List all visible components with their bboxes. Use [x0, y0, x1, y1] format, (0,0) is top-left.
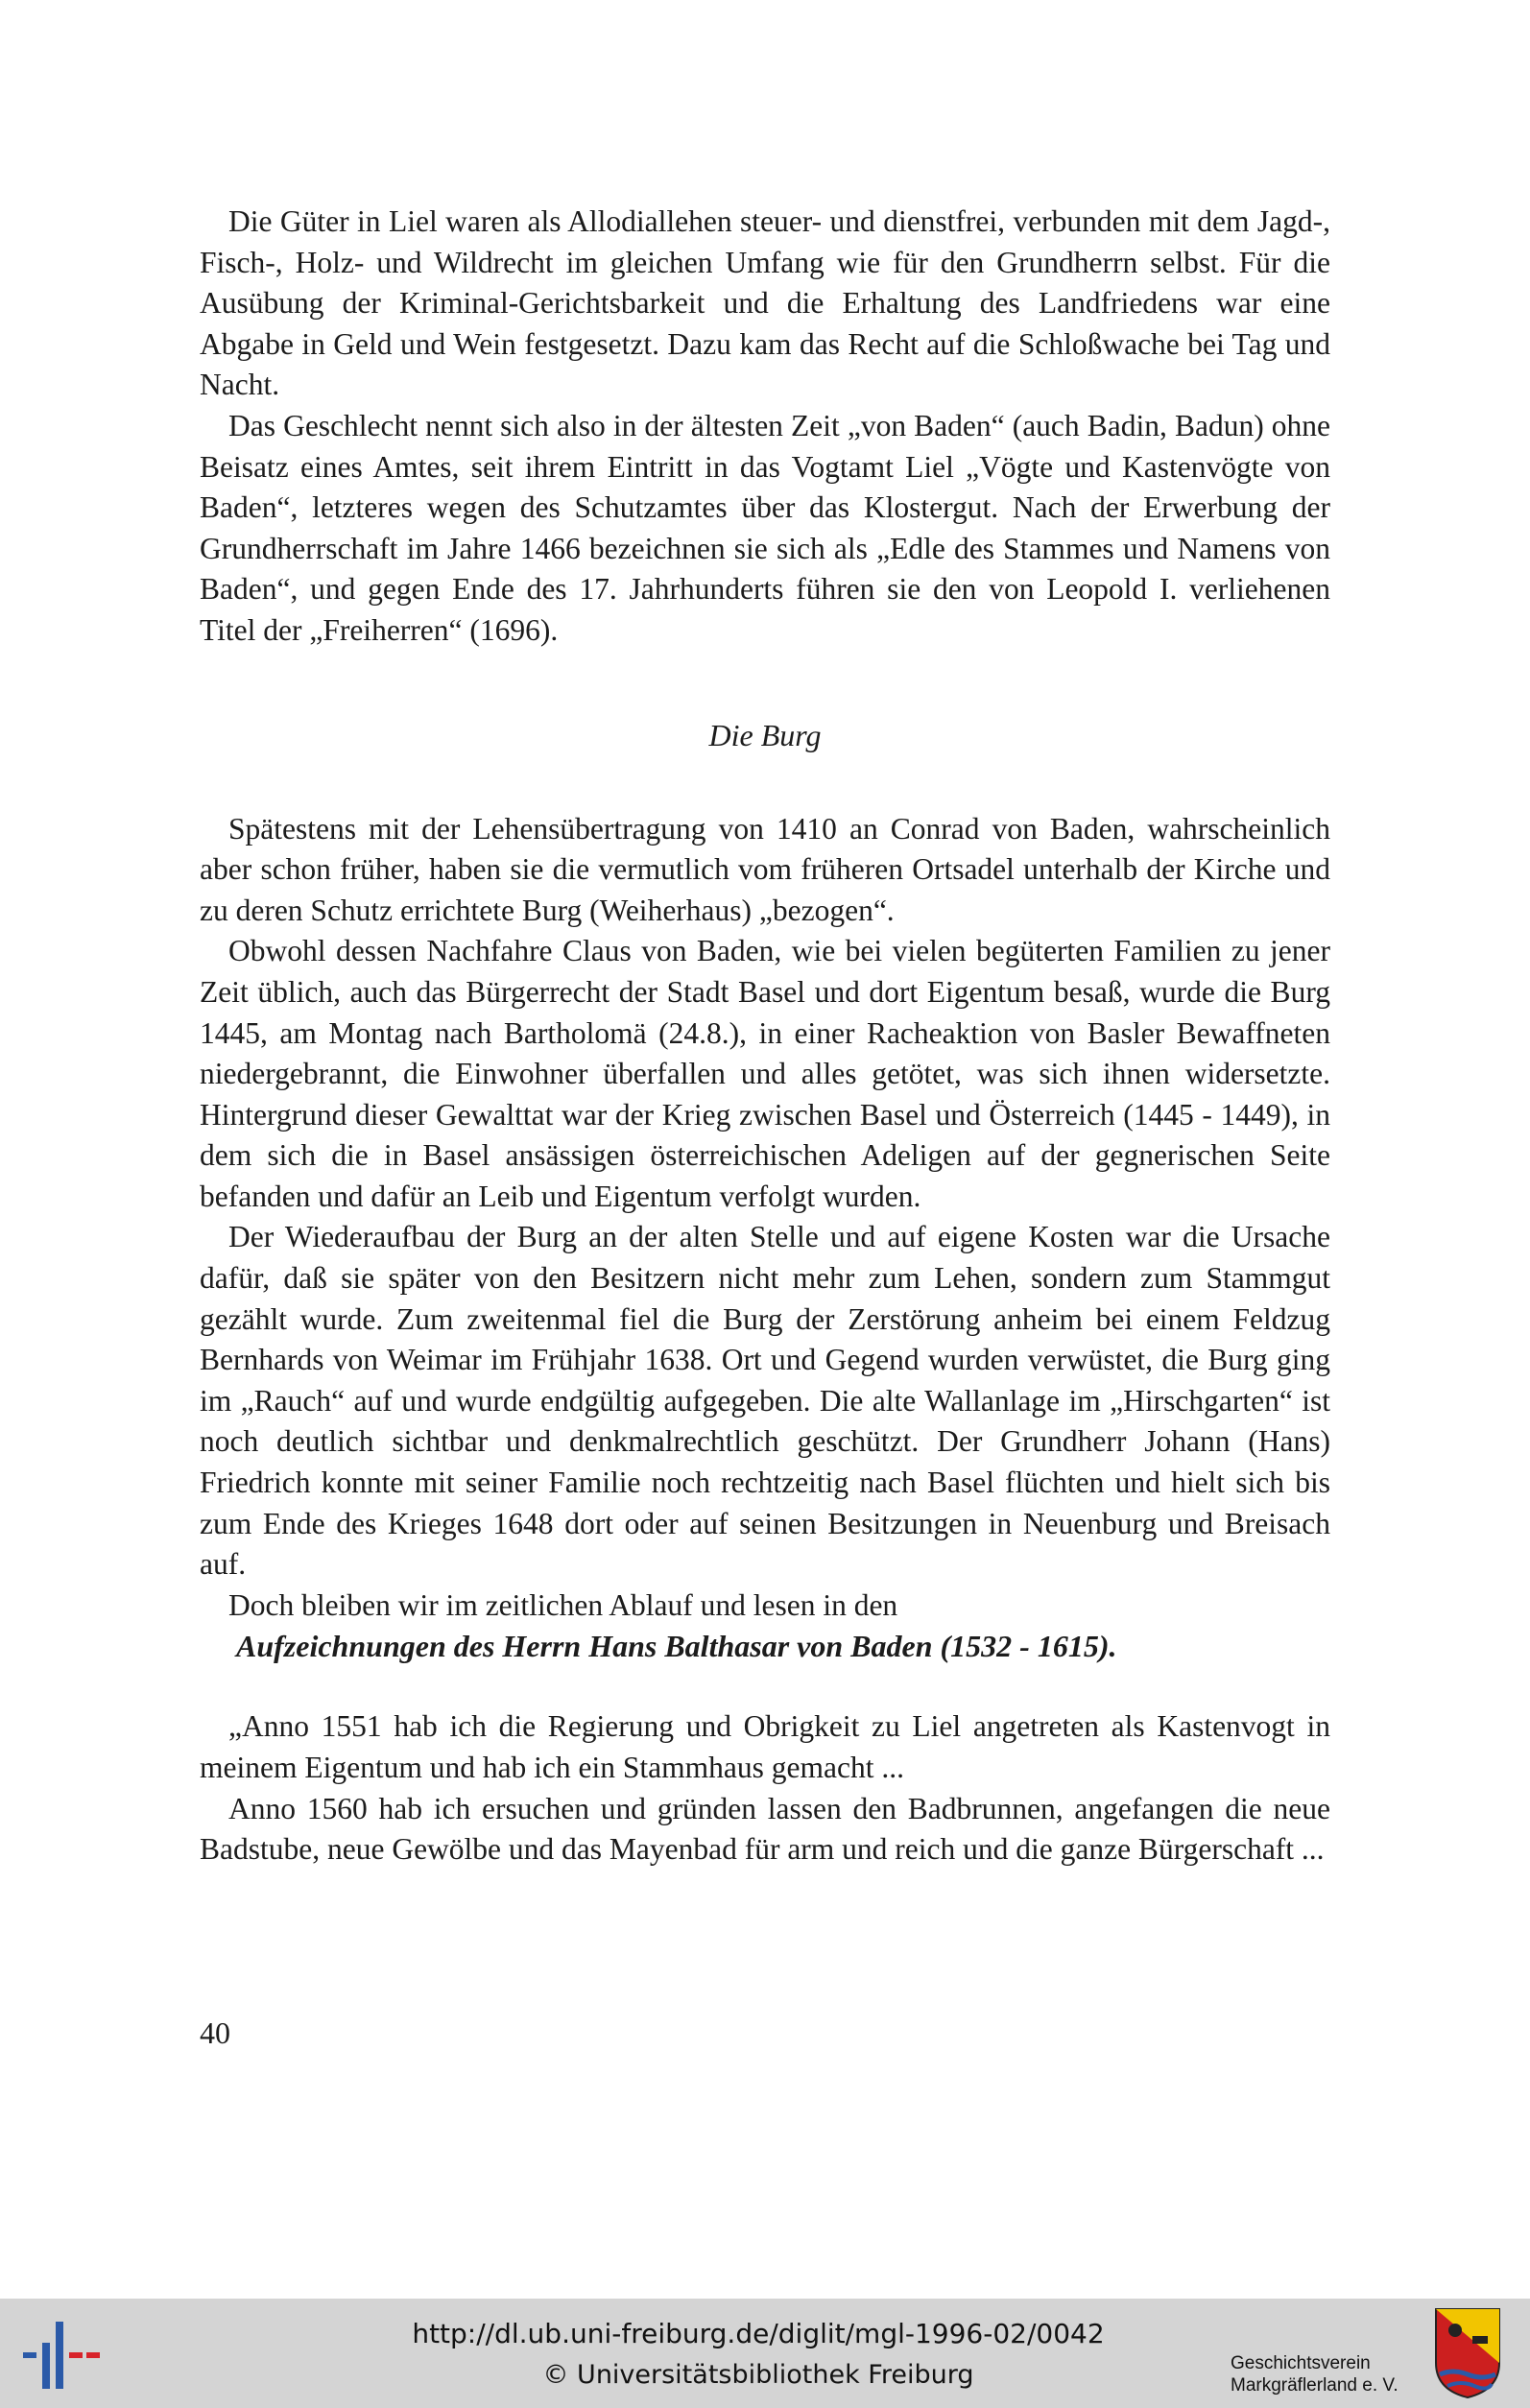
footer-url-link[interactable]: http://dl.ub.uni-freiburg.de/diglit/mgl-1996-02/0042 [412, 2318, 1105, 2349]
paragraph: Spätestens mit der Lehensübertragung von 1410 an Conrad von Baden, wahrscheinlich aber schon früher, haben sie die vermutlich vom früheren Ortsadel unterhalb der Kirche und zu deren Schutz errichtete Burg (Weiherhaus) „bezogen“. [200, 811, 1330, 927]
ub-freiburg-logo-icon[interactable] [19, 2318, 106, 2393]
paragraph: Der Wiederaufbau der Burg an der alten Stelle und auf eigene Kosten war die Ursache dafür, daß sie später von den Besitzern nicht mehr zum Lehen, sondern zum Stammgut gezählt wurde. Zum zweitenmal fiel die Burg der Zerstörung anheim bei einem Feldzug Bernhards von Weimar im Frühjahr 1638. Ort und Gegend wurden verwüstet, die Burg ging im „Rauch“ auf und wurde endgültig aufgegeben. Die alte Wallanlage im „Hirschgarten“ ist noch deutlich sichtbar und denkmalrechtlich geschützt. Der Grundherr Johann (Hans) Friedrich konnte mit seiner Familie noch rechtzeitig nach Basel flüchten und hielt sich bis zum Ende des Krieges 1648 dort oder auf seinen Besitzungen in Neuenburg und Breisach auf. [200, 1220, 1330, 1582]
coat-of-arms-icon[interactable] [1434, 2307, 1501, 2399]
society-name [1231, 2352, 1399, 2396]
section-heading: Die Burg [708, 717, 822, 752]
page-number: 40 [200, 2015, 230, 2050]
society-line: Geschichtsverein [1231, 2353, 1371, 2373]
paragraph: Das Geschlecht nennt sich also in der ältesten Zeit „von Baden“ (auch Badin, Badun) ohne Beisatz eines Amtes, seit ihrem Eintritt in das Vogtamt Liel „Vögte und Kastenvögte von Baden“, letzteres wegen des Schutzamtes über das Klostergut. Nach der Erwerbung der Grundherrschaft im Jahre 1466 bezeichnen sie sich als „Edle des Stammes und Namens von Baden“, und gegen Ende des 17. Jahrhunderts führen sie den von Leopold I. verliehenen Titel der „Freiherren“ (1696). [200, 408, 1330, 647]
footer-copyright: © Universitätsbibliothek Freiburg [542, 2360, 974, 2390]
society-line: Markgräflerland e. V. [1231, 2375, 1399, 2396]
paragraph: Die Güter in Liel waren als Allodiallehen steuer- und dienstfrei, verbunden mit dem Jagd-, Fisch-, Holz- und Wildrecht im gleichen Umfang wie für den Grundherrn selbst. Für die Ausübung der Kriminal-Gerichtsbarkeit und die Erhaltung des Landfriedens war eine Abgabe in Geld und Wein festgesetzt. Dazu kam das Recht auf die Schloßwache bei Tag und Nacht. [200, 204, 1330, 402]
paragraph: Obwohl dessen Nachfahre Claus von Baden, wie bei vielen begüterten Familien zu jener Zeit üblich, auch das Bürgerrecht der Stadt Basel und dort Eigentum besaß, wurde die Burg 1445, am Montag nach Bartholomä (24.8.), in einer Racheaktion von Basler Bewaffneten niedergebrannt, die Einwohner überfallen und alles getötet, was sich ihnen widersetzte. Hintergrund dieser Gewalttat war der Krieg zwischen Basel und Österreich (1445 - 1449), in dem sich die in Basel ansässigen österreichischen Adeligen auf der gegnerischen Seite befanden und dafür an Leib und Eigentum verfolgt wurden. [200, 934, 1330, 1213]
source-title: Aufzeichnungen des Herrn Hans Balthasar von Baden (1532 - 1615). [236, 1629, 1117, 1664]
page-body [200, 202, 1330, 1871]
quote-paragraph: Anno 1560 hab ich ersuchen und gründen lassen den Badbrunnen, angefangen die neue Badstube, neue Gewölbe und das Mayenbad für arm und reich und die ganze Bürgerschaft ... [200, 1791, 1330, 1867]
footer-bar [0, 2299, 1530, 2408]
paragraph: Doch bleiben wir im zeitlichen Ablauf und lesen in den [228, 1587, 898, 1622]
quote-paragraph: „Anno 1551 hab ich die Regierung und Obrigkeit zu Liel angetreten als Kastenvogt in meinem Eigentum und hab ich ein Stammhaus gemacht ... [200, 1709, 1330, 1784]
